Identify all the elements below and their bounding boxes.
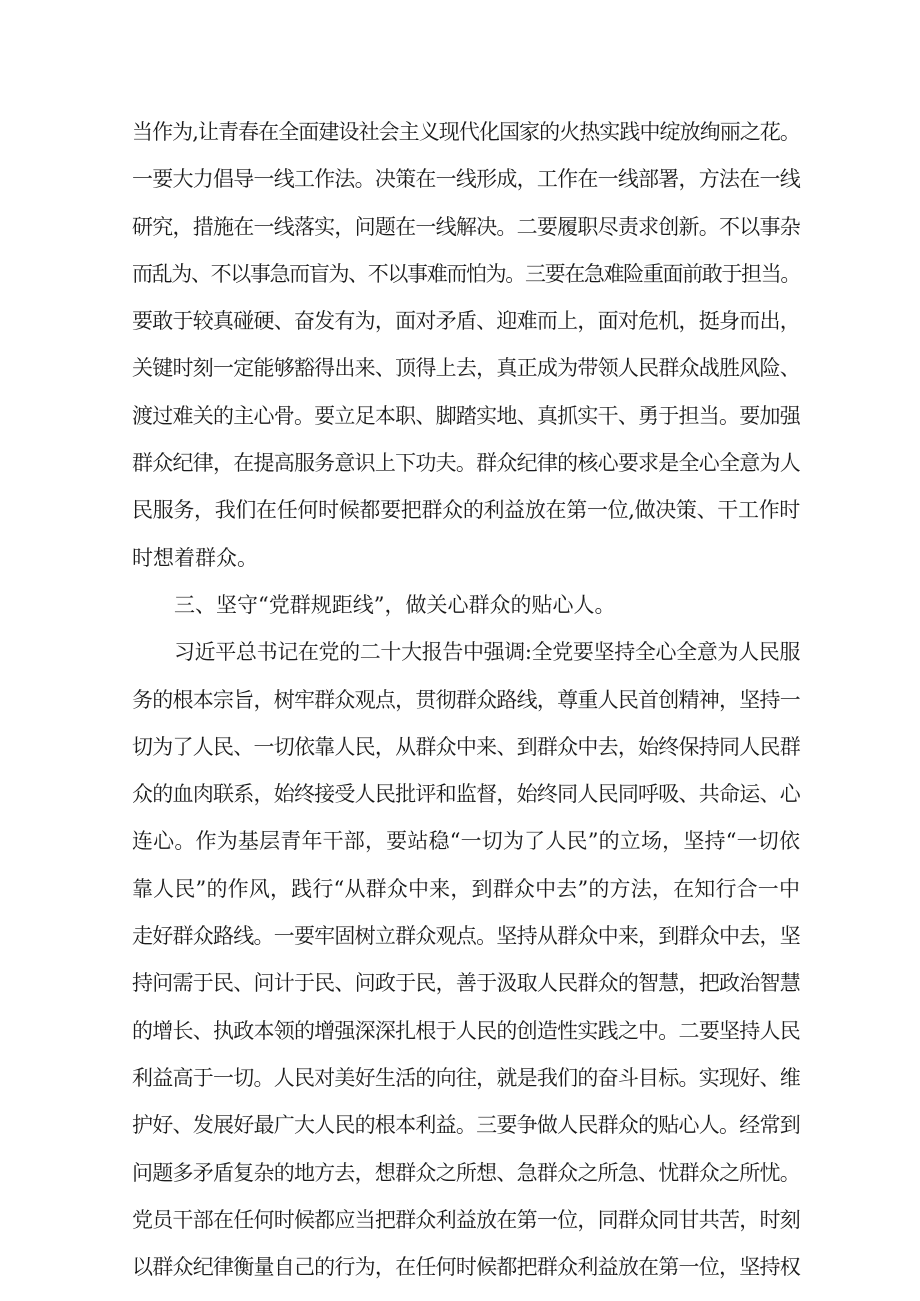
text-line: 研究，措施在一线落实，问题在一线解决。二要履职尽责求创新。不以事杂 [132, 214, 800, 239]
text-line: 以群众纪律衡量自己的行为，在任何时候都把群众利益放在第一位，坚持权 [132, 1255, 800, 1280]
text-line: 民服务，我们在任何时候都要把群众的利益放在第一位,做决策、干工作时 [132, 498, 800, 523]
text-line: 习近平总书记在党的二十大报告中强调:全党要坚持全心全意为人民服 [174, 640, 800, 665]
text-line: 三、坚守“党群规距线”，做关心群众的贴心人。 [174, 592, 616, 617]
text-line: 党员干部在任何时候都应当把群众利益放在第一位，同群众同甘共苦，时刻 [132, 1207, 800, 1232]
text-line: 利益高于一切。人民对美好生活的向往，就是我们的奋斗目标。实现好、维 [132, 1065, 800, 1090]
text-line: 的增长、执政本领的增强深深扎根于人民的创造性实践之中。二要坚持人民 [132, 1018, 800, 1043]
text-line: 渡过难关的主心骨。要立足本职、脚踏实地、真抓实干、勇于担当。要加强 [132, 403, 800, 428]
text-line: 问题多矛盾复杂的地方去，想群众之所想、急群众之所急、忧群众之所忧。 [132, 1160, 800, 1185]
text-line: 持问需于民、问计于民、问政于民，善于汲取人民群众的智慧，把政治智慧 [132, 971, 800, 996]
text-line: 要敢于较真碰硬、奋发有为，面对矛盾、迎难而上，面对危机，挺身而出， [132, 309, 800, 334]
text-line: 群众纪律，在提高服务意识上下功夫。群众纪律的核心要求是全心全意为人 [132, 451, 800, 476]
text-line: 走好群众路线。一要牢固树立群众观点。坚持从群众中来，到群众中去，坚 [132, 924, 800, 949]
text-line: 切为了人民、一切依靠人民，从群众中来、到群众中去，始终保持同人民群 [132, 734, 800, 759]
text-line: 关键时刻一定能够豁得出来、顶得上去，真正成为带领人民群众战胜风险、 [132, 356, 800, 381]
body-text [132, 109, 800, 1291]
text-line: 一要大力倡导一线工作法。决策在一线形成，工作在一线部署，方法在一线 [132, 167, 800, 192]
text-line: 众的血肉联系，始终接受人民批评和监督，始终同人民同呼吸、共命运、心 [132, 782, 800, 807]
text-line: 时想着群众。 [132, 545, 258, 570]
text-line: 当作为,让青春在全面建设社会主义现代化国家的火热实践中绽放绚丽之花。 [132, 120, 800, 144]
text-line: 连心。作为基层青年干部，要站稳“一切为了人民”的立场，坚持“一切依 [132, 829, 800, 854]
text-line: 务的根本宗旨，树牢群众观点，贯彻群众路线，尊重人民首创精神，坚持一 [132, 687, 800, 712]
text-line: 护好、发展好最广大人民的根本利益。三要争做人民群众的贴心人。经常到 [132, 1113, 800, 1138]
text-line: 而乱为、不以事急而盲为、不以事难而怕为。三要在急难险重面前敢于担当。 [132, 261, 800, 286]
text-line: 靠人民”的作风，践行“从群众中来，到群众中去”的方法，在知行合一中 [132, 876, 800, 901]
